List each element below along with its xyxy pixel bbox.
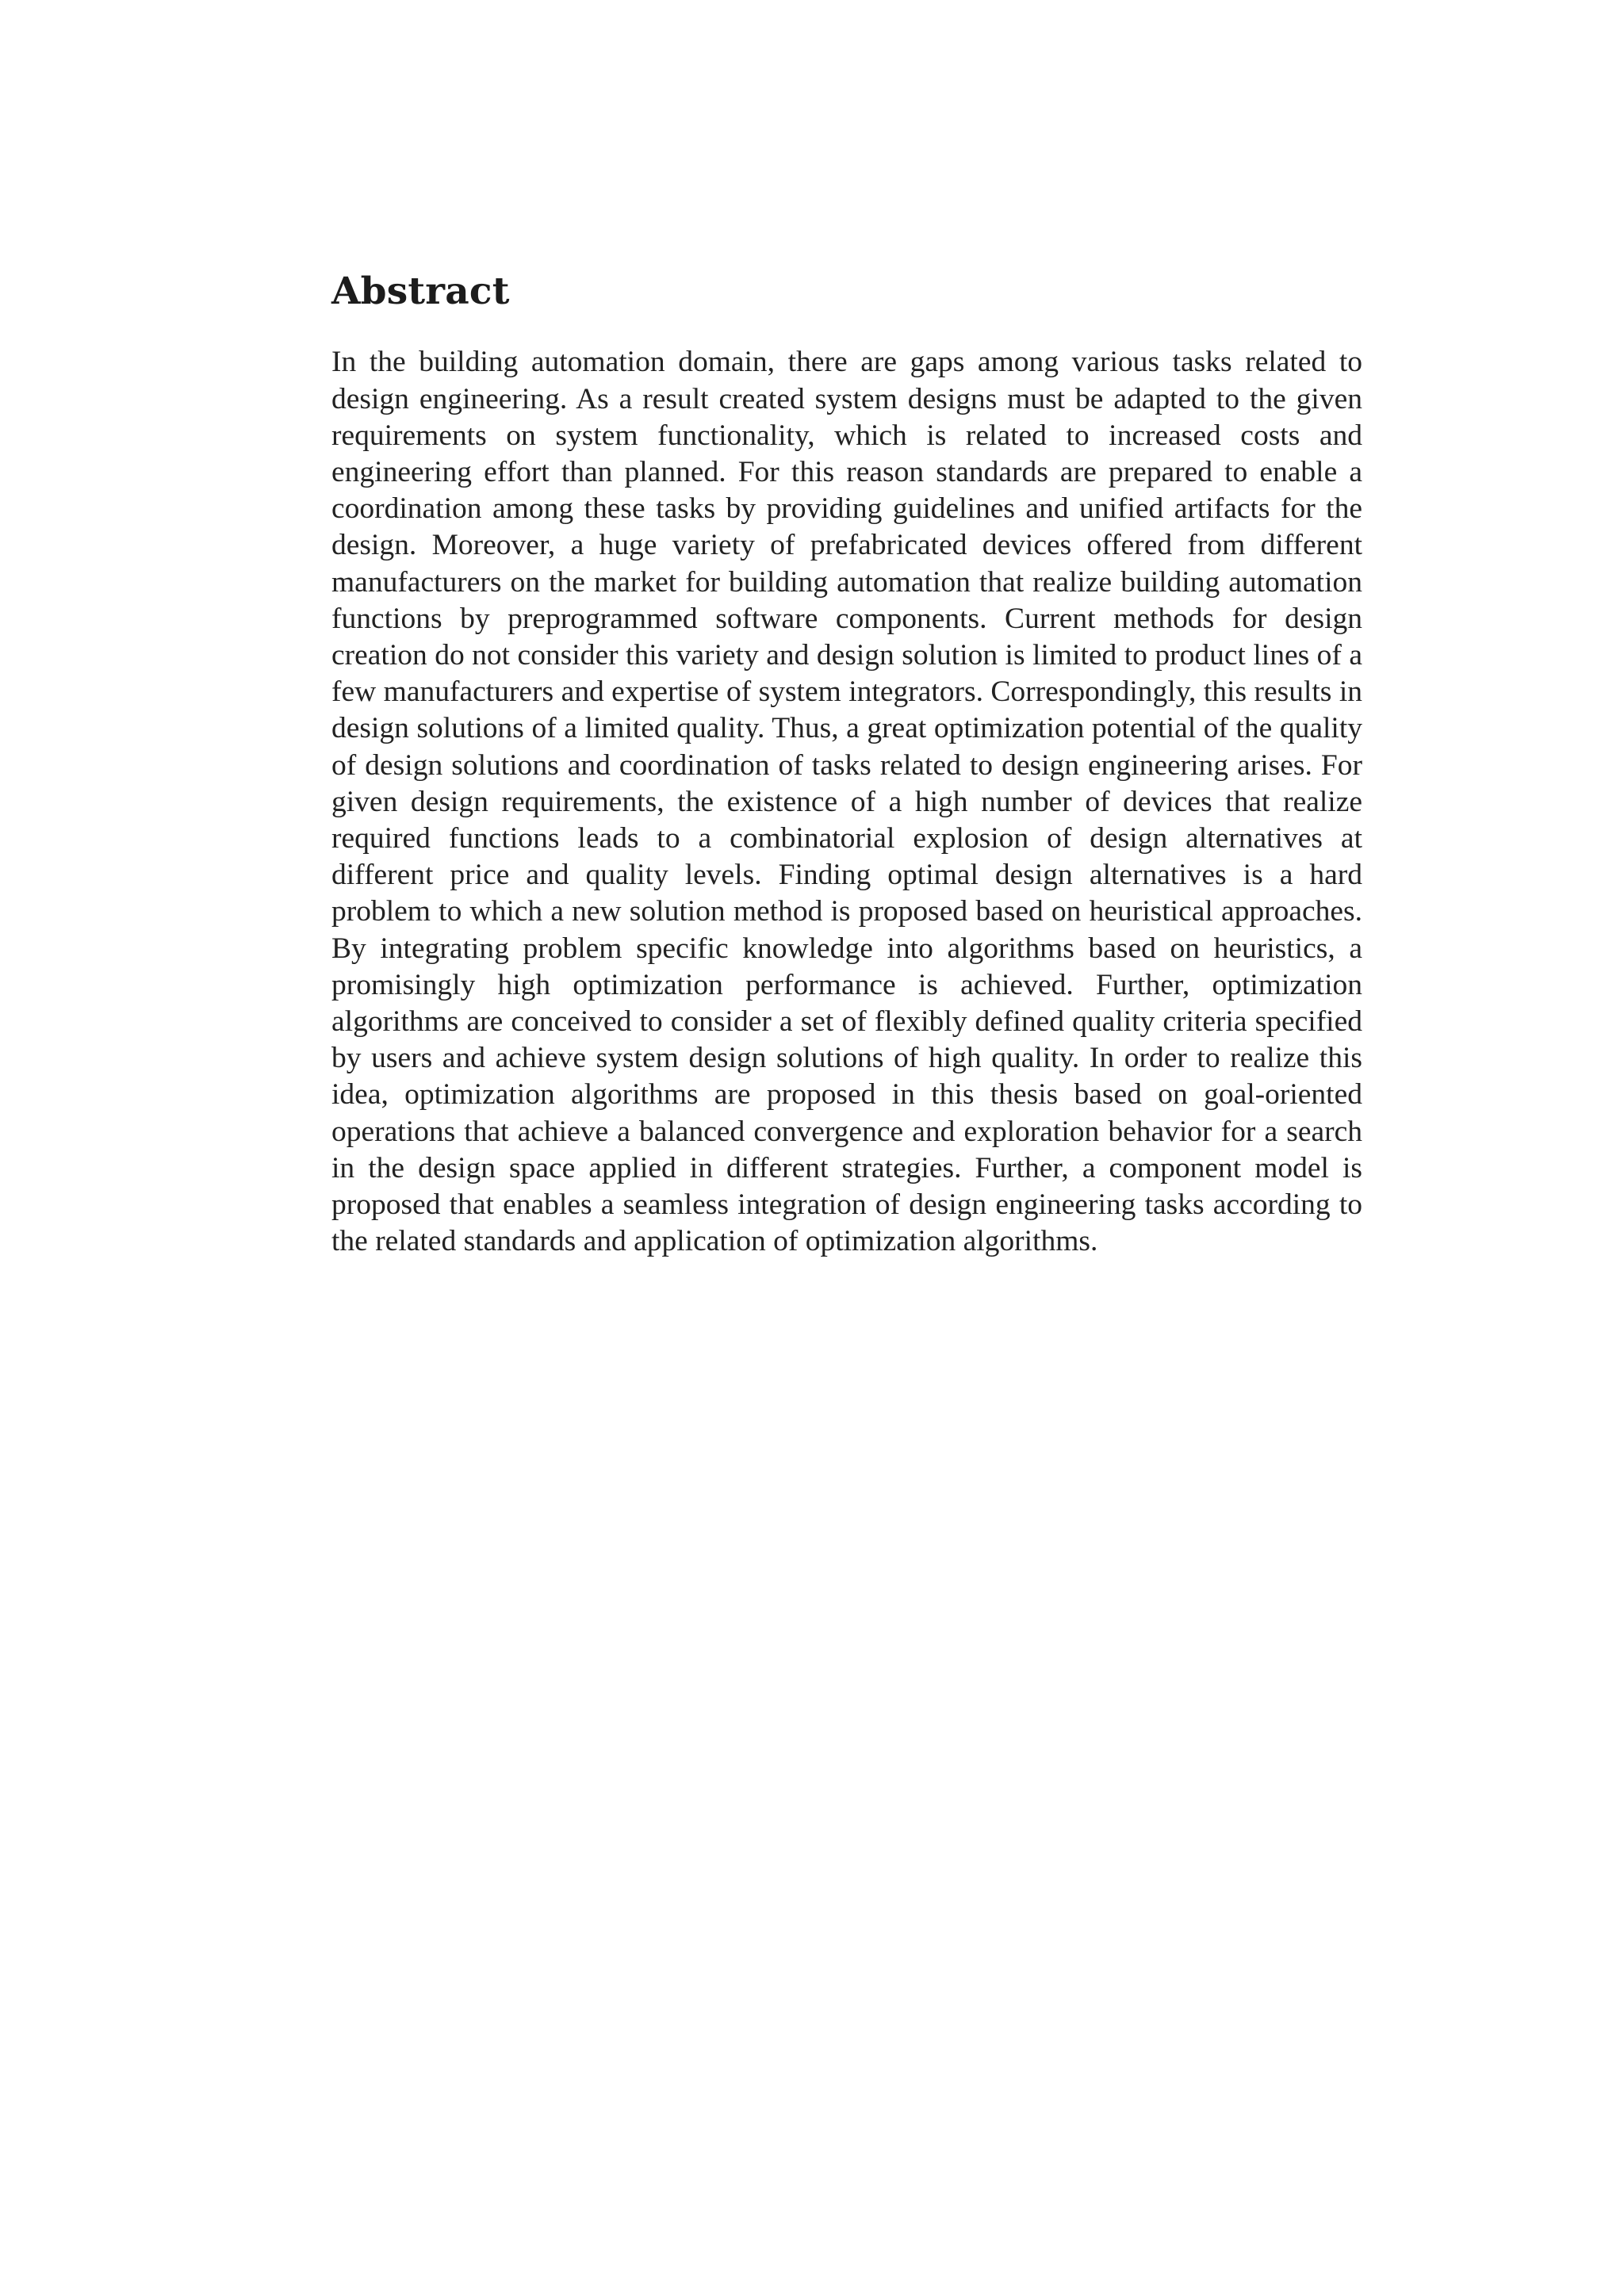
abstract-paragraph: In the building automation domain, there are gaps among various tasks related to design engineering. As a result created system designs must be adapted to the given requirements on system functionality, which is related to increased costs and engineering effort than planned. For this reason standards are prepared to enable a coordination among these tasks by providing guidelines and unified artifacts for the design. Moreover, a huge variety of prefabricated devices offered from different manufacturers on the market for building automation that realize building automation functions by preprogrammed software components. Current methods for design creation do not consider this variety and design solution is limited to product lines of a few manufacturers and expertise of system integrators. Correspondingly, this results in design solutions of a limited quality. Thus, a great optimization potential of the quality of design solutions and coordination of tasks related to design engineering arises. For given design requirements, the existence of a high number of devices that realize required functions leads to a combinatorial explosion of design alternatives at different price and quality levels. Finding optimal design alternatives is a hard problem to which a new solution method is proposed based on heuristical approaches. By integrating problem specific knowledge into algorithms based on heuristics, a promisingly high optimization performance is achieved. Further, optimization algorithms are conceived to consider a set of flexibly defined quality criteria specified by users and achieve system design solutions of high quality. In order to realize this idea, optimization algorithms are proposed in this thesis based on goal-oriented operations that achieve a balanced convergence and exploration behavior for a search in the design space applied in different strategies. Further, a component model is proposed that enables a seamless integration of design engineering tasks according to the related standards and application of optimization algorithms.: [331, 346, 1362, 1258]
abstract-section: [331, 270, 1362, 1260]
abstract-heading: Abstract: [331, 270, 510, 313]
